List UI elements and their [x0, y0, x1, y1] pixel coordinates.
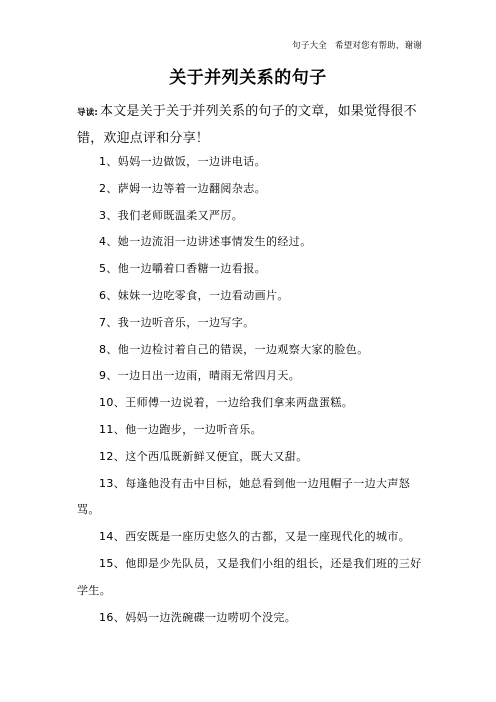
intro-label: 导读: [77, 108, 98, 118]
list-item: 3、我们老师既温柔又严厉。 [99, 208, 244, 222]
list-item: 6、妹妹一边吃零食，一边看动画片。 [99, 288, 289, 302]
list-item: 12、这个西瓜既新鲜又便宜，既大又甜。 [99, 449, 308, 463]
list-item: 9、一边日出一边雨，晴雨无常四月天。 [99, 369, 301, 383]
list-item: 1、妈妈一边做饭，一边讲电话。 [99, 155, 266, 168]
list-item: 15、他即是少先队员，又是我们小组的组长，还是我们班的三好学生。 [77, 556, 422, 597]
sentence-list [77, 149, 422, 631]
list-item: 2、萨姆一边等着一边翻阅杂志。 [99, 181, 266, 195]
intro-text: 本文是关于关于并列关系的句子的文章，如果觉得很不错，欢迎点评和分享！ [77, 104, 417, 146]
list-item: 11、他一边跑步，一边听音乐。 [99, 422, 262, 436]
header-tagline: 希望对您有帮助，谢谢 [334, 41, 422, 51]
list-item: 7、我一边听音乐，一边写字。 [99, 315, 255, 329]
list-item: 14、西安既是一座历史悠久的古都，又是一座现代化的城市。 [99, 530, 411, 544]
list-item: 16、妈妈一边洗碗碟一边唠叨个没完。 [99, 610, 297, 624]
list-item: 10、王师傅一边说着，一边给我们拿来两盘蛋糕。 [99, 396, 354, 410]
document-title: 关于并列关系的句子 [169, 68, 327, 88]
list-item: 13、每逢他没有击中目标，她总看到他一边甩帽子一边大声怒骂。 [77, 476, 411, 517]
list-item: 4、她一边流泪一边讲述事情发生的经过。 [99, 235, 312, 249]
list-item: 5、他一边嚼着口香糖一边看报。 [99, 262, 266, 276]
page-header [292, 39, 422, 51]
intro-paragraph [77, 99, 422, 152]
list-item: 8、他一边检讨着自己的错误，一边观察大家的脸色。 [99, 342, 369, 356]
header-site-name: 句子大全 [292, 41, 327, 51]
